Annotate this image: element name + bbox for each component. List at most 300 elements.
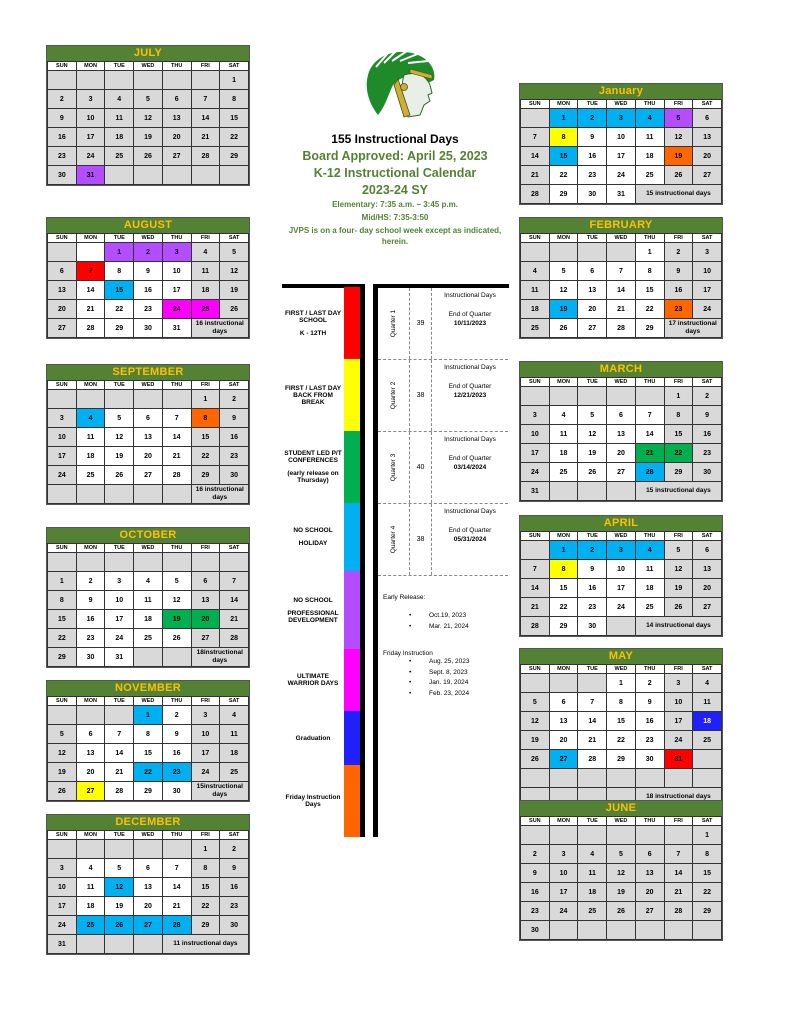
calendar-day: 12 (578, 425, 607, 444)
quarter-name (378, 288, 410, 359)
calendar-empty-cell (607, 387, 636, 406)
calendar-day: 24 (607, 166, 636, 185)
calendar-day: 28 (635, 463, 664, 482)
calendar-day: 4 (76, 859, 105, 878)
calendar-day: 1 (191, 840, 220, 859)
calendar-day: 20 (693, 147, 722, 166)
date-list-item: • Mar. 21, 2024 (383, 622, 508, 633)
calendar-day: 2 (578, 109, 607, 128)
calendar-empty-cell (607, 826, 636, 845)
calendar-day: 25 (220, 763, 249, 782)
legend-color-swatch (344, 431, 360, 503)
quarter-end-date: 05/31/2024 (453, 536, 487, 543)
calendar-day: 2 (162, 706, 191, 725)
weekday-header: FRI (664, 234, 693, 243)
calendar-empty-cell (607, 921, 636, 940)
calendar-empty-cell (105, 840, 134, 859)
calendar-day: 29 (134, 782, 163, 801)
legend-item (282, 711, 382, 765)
calendar-empty-cell (76, 390, 105, 409)
weekday-header: SUN (521, 234, 550, 243)
calendar-day: 17 (521, 444, 550, 463)
special-dates-notes (383, 594, 508, 699)
calendar-day: 4 (549, 406, 578, 425)
calendar-day: 8 (664, 406, 693, 425)
calendar-day: 6 (693, 109, 722, 128)
calendar-day: 5 (521, 693, 550, 712)
calendar-day: 12 (105, 878, 134, 897)
calendar-day: 12 (134, 109, 163, 128)
weekday-header: SAT (693, 378, 722, 387)
calendar-day: 31 (664, 750, 693, 769)
instructional-days-count: 14 instructional days (635, 617, 721, 636)
calendar-day: 15 (191, 428, 220, 447)
month-october (46, 527, 250, 668)
calendar-day: 2 (76, 572, 105, 591)
legend-label-line: Friday Instruction Days (285, 794, 341, 808)
calendar-day: 16 (693, 425, 722, 444)
calendar-day: 5 (664, 109, 693, 128)
weekday-header: TUE (578, 817, 607, 826)
month-title: MARCH (520, 362, 722, 377)
weekday-header: THU (162, 381, 191, 390)
calendar-day: 7 (191, 90, 220, 109)
calendar-day: 1 (191, 390, 220, 409)
calendar-day: 14 (607, 281, 636, 300)
calendar-day: 20 (693, 579, 722, 598)
weekday-header: MON (76, 697, 105, 706)
calendar-day: 29 (607, 750, 636, 769)
calendar-day: 8 (693, 845, 722, 864)
weekday-header: SAT (220, 381, 249, 390)
calendar-day: 7 (521, 560, 550, 579)
calendar-day: 14 (578, 712, 607, 731)
calendar-day: 2 (693, 387, 722, 406)
calendar-day: 16 (635, 712, 664, 731)
calendar-day: 30 (76, 648, 105, 667)
weekday-header: THU (635, 234, 664, 243)
calendar-day: 2 (220, 840, 249, 859)
instructional-days-count: 15 instructional days (635, 482, 721, 501)
calendar-empty-cell (578, 387, 607, 406)
calendar-day: 30 (220, 916, 249, 935)
calendar-day: 6 (635, 845, 664, 864)
calendar-day: 17 (105, 610, 134, 629)
calendar-day: 28 (162, 916, 191, 935)
calendar-empty-cell (48, 706, 77, 725)
calendar-day: 24 (105, 629, 134, 648)
weekday-header: THU (162, 831, 191, 840)
calendar-empty-cell (134, 390, 163, 409)
calendar-day: 10 (549, 864, 578, 883)
calendar-day: 22 (48, 629, 77, 648)
friday-instruction-list (383, 657, 508, 699)
calendar-day: 16 (48, 128, 77, 147)
legend-label-line: K - 12TH (299, 329, 327, 337)
calendar-day: 26 (549, 319, 578, 338)
calendar-day: 4 (521, 262, 550, 281)
calendar-day: 21 (162, 897, 191, 916)
calendar-day: 17 (693, 281, 722, 300)
calendar-day: 24 (664, 731, 693, 750)
legend-color-swatch (344, 765, 360, 837)
calendar-day: 8 (549, 128, 578, 147)
calendar-day: 25 (191, 300, 220, 319)
calendar-day: 10 (191, 725, 220, 744)
calendar-empty-cell (664, 921, 693, 940)
weekday-header: THU (635, 378, 664, 387)
quarter-name (378, 432, 410, 503)
calendar-day: 7 (162, 409, 191, 428)
weekday-header: THU (635, 665, 664, 674)
calendar-day: 4 (220, 706, 249, 725)
calendar-day: 23 (521, 902, 550, 921)
legend-item (282, 765, 382, 837)
weekday-header: THU (635, 100, 664, 109)
calendar-day: 14 (521, 147, 550, 166)
quarter-row (378, 360, 508, 432)
calendar-day: 6 (162, 90, 191, 109)
legend-label (282, 649, 344, 711)
calendar-day: 31 (105, 648, 134, 667)
calendar-empty-cell (220, 166, 249, 185)
calendar-day: 12 (220, 262, 249, 281)
calendar-day: 30 (635, 750, 664, 769)
legend-label (282, 287, 344, 359)
calendar-day: 23 (578, 598, 607, 617)
friday-instruction-heading: Friday Instruction (383, 650, 433, 657)
calendar-day: 9 (693, 406, 722, 425)
weekday-header: TUE (578, 532, 607, 541)
month-title: JULY (47, 46, 249, 61)
calendar-empty-cell (162, 390, 191, 409)
calendar-day: 19 (134, 128, 163, 147)
month-title: JUNE (520, 801, 722, 816)
calendar-day: 10 (48, 878, 77, 897)
calendar-day: 5 (578, 406, 607, 425)
calendar-day: 6 (191, 572, 220, 591)
calendar-day: 9 (578, 128, 607, 147)
four-day-week-note: JVPS is on a four- day school week except as indicated, herein. (288, 226, 502, 246)
calendar-day: 30 (693, 463, 722, 482)
legend-color-swatch (344, 503, 360, 571)
calendar-day: 24 (76, 147, 105, 166)
calendar-empty-cell (76, 485, 105, 504)
weekday-header: MON (549, 532, 578, 541)
weekday-header: FRI (191, 62, 220, 71)
calendar-empty-cell (162, 553, 191, 572)
weekday-header: FRI (191, 697, 220, 706)
calendar-day: 17 (549, 883, 578, 902)
calendar-day: 9 (76, 591, 105, 610)
calendar-empty-cell (76, 706, 105, 725)
calendar-day: 29 (191, 466, 220, 485)
calendar-day: 18 (521, 300, 550, 319)
calendar-day: 27 (635, 902, 664, 921)
calendar-day: 17 (48, 447, 77, 466)
calendar-day: 15 (134, 744, 163, 763)
weekday-header: WED (134, 544, 163, 553)
quarter-end-label: End of Quarter (448, 311, 492, 318)
calendar-day: 20 (635, 883, 664, 902)
calendar-day: 31 (521, 482, 550, 501)
calendar-day: 9 (635, 693, 664, 712)
calendar-day: 3 (693, 243, 722, 262)
calendar-day: 31 (162, 319, 191, 338)
instructional-days-count: 18instructional days (191, 648, 248, 667)
calendar-empty-cell (105, 706, 134, 725)
calendar-day: 28 (220, 629, 249, 648)
calendar-empty-cell (521, 243, 550, 262)
calendar-day: 17 (664, 712, 693, 731)
calendar-day: 27 (578, 319, 607, 338)
month-march (519, 361, 723, 502)
calendar-day: 30 (220, 466, 249, 485)
weekday-header: MON (549, 817, 578, 826)
calendar-day: 1 (549, 541, 578, 560)
calendar-day: 17 (607, 147, 636, 166)
calendar-day: 6 (607, 406, 636, 425)
weekday-header: SAT (693, 817, 722, 826)
calendar-day: 22 (635, 300, 664, 319)
calendar-empty-cell (549, 674, 578, 693)
calendar-day: 11 (521, 281, 550, 300)
quarter-name-text: Quarter 1 (390, 309, 397, 338)
calendar-day: 28 (76, 319, 105, 338)
instructional-days-count: 18 instructional days (635, 788, 721, 807)
weekday-header: WED (134, 831, 163, 840)
calendar-day: 27 (693, 166, 722, 185)
calendar-day: 2 (220, 390, 249, 409)
calendar-day: 26 (578, 463, 607, 482)
quarter-info (432, 288, 508, 359)
weekday-header: SAT (220, 234, 249, 243)
calendar-empty-cell (521, 541, 550, 560)
calendar-day: 20 (578, 300, 607, 319)
instructional-days-total: 155 Instructional Days (331, 132, 459, 146)
calendar-day: 8 (549, 560, 578, 579)
calendar-day: 21 (635, 444, 664, 463)
calendar-empty-cell (134, 648, 163, 667)
legend-label-line: ULTIMATE WARRIOR DAYS (287, 673, 339, 687)
weekday-header: MON (76, 831, 105, 840)
calendar-empty-cell (191, 166, 220, 185)
calendar-day: 12 (664, 128, 693, 147)
quarter-name (378, 360, 410, 431)
calendar-day: 9 (48, 109, 77, 128)
calendar-day: 20 (191, 610, 220, 629)
calendar-empty-cell (693, 921, 722, 940)
calendar-day: 4 (635, 541, 664, 560)
calendar-day: 17 (76, 128, 105, 147)
calendar-day: 31 (48, 935, 77, 954)
calendar-empty-cell (607, 482, 636, 501)
calendar-day: 27 (549, 750, 578, 769)
calendar-day: 21 (521, 598, 550, 617)
month-title: NOVEMBER (47, 681, 249, 696)
quarter-name-text: Quarter 2 (390, 381, 397, 410)
calendar-day: 8 (191, 859, 220, 878)
calendar-day: 8 (134, 725, 163, 744)
calendar-empty-cell (191, 553, 220, 572)
calendar-day: 11 (76, 878, 105, 897)
calendar-day: 6 (578, 262, 607, 281)
calendar-day: 26 (134, 147, 163, 166)
weekday-header: THU (635, 817, 664, 826)
weekday-header: SAT (693, 234, 722, 243)
calendar-day: 7 (76, 262, 105, 281)
calendar-day: 25 (76, 916, 105, 935)
calendar-day: 19 (162, 610, 191, 629)
calendar-empty-cell (76, 243, 105, 262)
weekday-header: MON (549, 234, 578, 243)
calendar-day: 10 (105, 591, 134, 610)
calendar-day: 20 (607, 444, 636, 463)
calendar-empty-cell (664, 826, 693, 845)
calendar-day: 23 (693, 444, 722, 463)
calendar-day: 6 (134, 409, 163, 428)
month-title: MAY (520, 649, 722, 664)
calendar-day: 10 (48, 428, 77, 447)
legend-label (282, 571, 344, 649)
calendar-day: 14 (191, 109, 220, 128)
calendar-day: 10 (607, 128, 636, 147)
weekday-header: WED (607, 532, 636, 541)
calendar-day: 10 (607, 560, 636, 579)
calendar-day: 21 (76, 300, 105, 319)
calendar-day: 21 (664, 883, 693, 902)
calendar-day: 21 (607, 300, 636, 319)
calendar-day: 21 (191, 128, 220, 147)
quarter-end-label: End of Quarter (448, 455, 492, 462)
calendar-day: 18 (134, 610, 163, 629)
calendar-empty-cell (162, 648, 191, 667)
calendar-day: 20 (76, 763, 105, 782)
calendar-day: 15 (549, 147, 578, 166)
calendar-day: 13 (635, 864, 664, 883)
legend-label-line: (early release on Thursday) (287, 470, 339, 484)
mid-hs-hours: Mid/HS: 7:35-3:50 (361, 213, 429, 222)
quarter-name (378, 504, 410, 575)
quarter-end-date: 12/21/2023 (453, 392, 487, 399)
legend-item (282, 571, 382, 649)
calendar-day: 1 (635, 243, 664, 262)
weekday-header: WED (607, 817, 636, 826)
date-list-item: • Jan. 19, 2024 (383, 678, 508, 689)
weekday-header: MON (76, 62, 105, 71)
calendar-day: 15 (105, 281, 134, 300)
legend-label (282, 503, 344, 571)
calendar-empty-cell (105, 485, 134, 504)
weekday-header: FRI (191, 381, 220, 390)
calendar-day: 31 (76, 166, 105, 185)
calendar-day: 27 (134, 466, 163, 485)
calendar-day: 16 (162, 744, 191, 763)
calendar-day: 24 (607, 598, 636, 617)
calendar-day: 9 (162, 725, 191, 744)
date-list-item: • Feb. 23, 2024 (383, 689, 508, 700)
calendar-day: 8 (191, 409, 220, 428)
calendar-day: 1 (105, 243, 134, 262)
month-title: AUGUST (47, 218, 249, 233)
calendar-day: 23 (664, 300, 693, 319)
calendar-day: 11 (635, 560, 664, 579)
quarter-end-label: End of Quarter (448, 527, 492, 534)
calendar-day: 6 (76, 725, 105, 744)
calendar-day: 8 (220, 90, 249, 109)
calendar-day: 23 (578, 166, 607, 185)
calendar-day: 14 (664, 864, 693, 883)
instructional-days-count: 16 instructional days (191, 485, 248, 504)
weekday-header: TUE (105, 831, 134, 840)
calendar-day: 21 (220, 610, 249, 629)
calendar-day: 9 (220, 409, 249, 428)
calendar-day: 17 (607, 579, 636, 598)
calendar-day: 15 (664, 425, 693, 444)
calendar-day: 6 (134, 859, 163, 878)
quarter-day-count: 40 (410, 432, 432, 503)
calendar-day: 7 (664, 845, 693, 864)
calendar-day: 5 (48, 725, 77, 744)
calendar-day: 4 (105, 90, 134, 109)
calendar-day: 3 (105, 572, 134, 591)
calendar-day: 22 (191, 897, 220, 916)
calendar-day: 29 (549, 617, 578, 636)
weekday-header: TUE (105, 234, 134, 243)
calendar-day: 9 (664, 262, 693, 281)
calendar-empty-cell (134, 166, 163, 185)
legend-color-swatch (344, 571, 360, 649)
calendar-day: 5 (607, 845, 636, 864)
calendar-day: 26 (162, 629, 191, 648)
weekday-header: FRI (664, 532, 693, 541)
calendar-empty-cell (521, 826, 550, 845)
calendar-day: 25 (578, 902, 607, 921)
calendar-day: 23 (635, 731, 664, 750)
quarter-end-date: 03/14/2024 (453, 464, 487, 471)
calendar-empty-cell (76, 840, 105, 859)
calendar-empty-cell (162, 71, 191, 90)
date-list-item: • Aug. 25, 2023 (383, 657, 508, 668)
weekday-header: THU (162, 544, 191, 553)
calendar-empty-cell (48, 71, 77, 90)
calendar-day: 12 (105, 428, 134, 447)
calendar-day: 11 (220, 725, 249, 744)
calendar-day: 10 (693, 262, 722, 281)
calendar-day: 19 (607, 883, 636, 902)
calendar-empty-cell (76, 935, 105, 954)
legend-label-line: FIRST / LAST DAY SCHOOL (284, 309, 342, 324)
legend-color-swatch (344, 359, 360, 431)
calendar-day: 28 (162, 466, 191, 485)
calendar-day: 30 (578, 185, 607, 204)
quarter-info (432, 504, 508, 575)
calendar-day: 3 (607, 109, 636, 128)
calendar-day: 4 (635, 109, 664, 128)
calendar-day: 3 (521, 406, 550, 425)
weekday-header: THU (162, 234, 191, 243)
weekday-header: TUE (578, 234, 607, 243)
calendar-day: 22 (549, 166, 578, 185)
calendar-day: 17 (191, 744, 220, 763)
calendar-day: 13 (162, 109, 191, 128)
calendar-day: 24 (48, 466, 77, 485)
calendar-empty-cell (578, 826, 607, 845)
calendar-day: 7 (607, 262, 636, 281)
calendar-day: 3 (48, 409, 77, 428)
legend-label (282, 765, 344, 837)
calendar-day: 12 (48, 744, 77, 763)
